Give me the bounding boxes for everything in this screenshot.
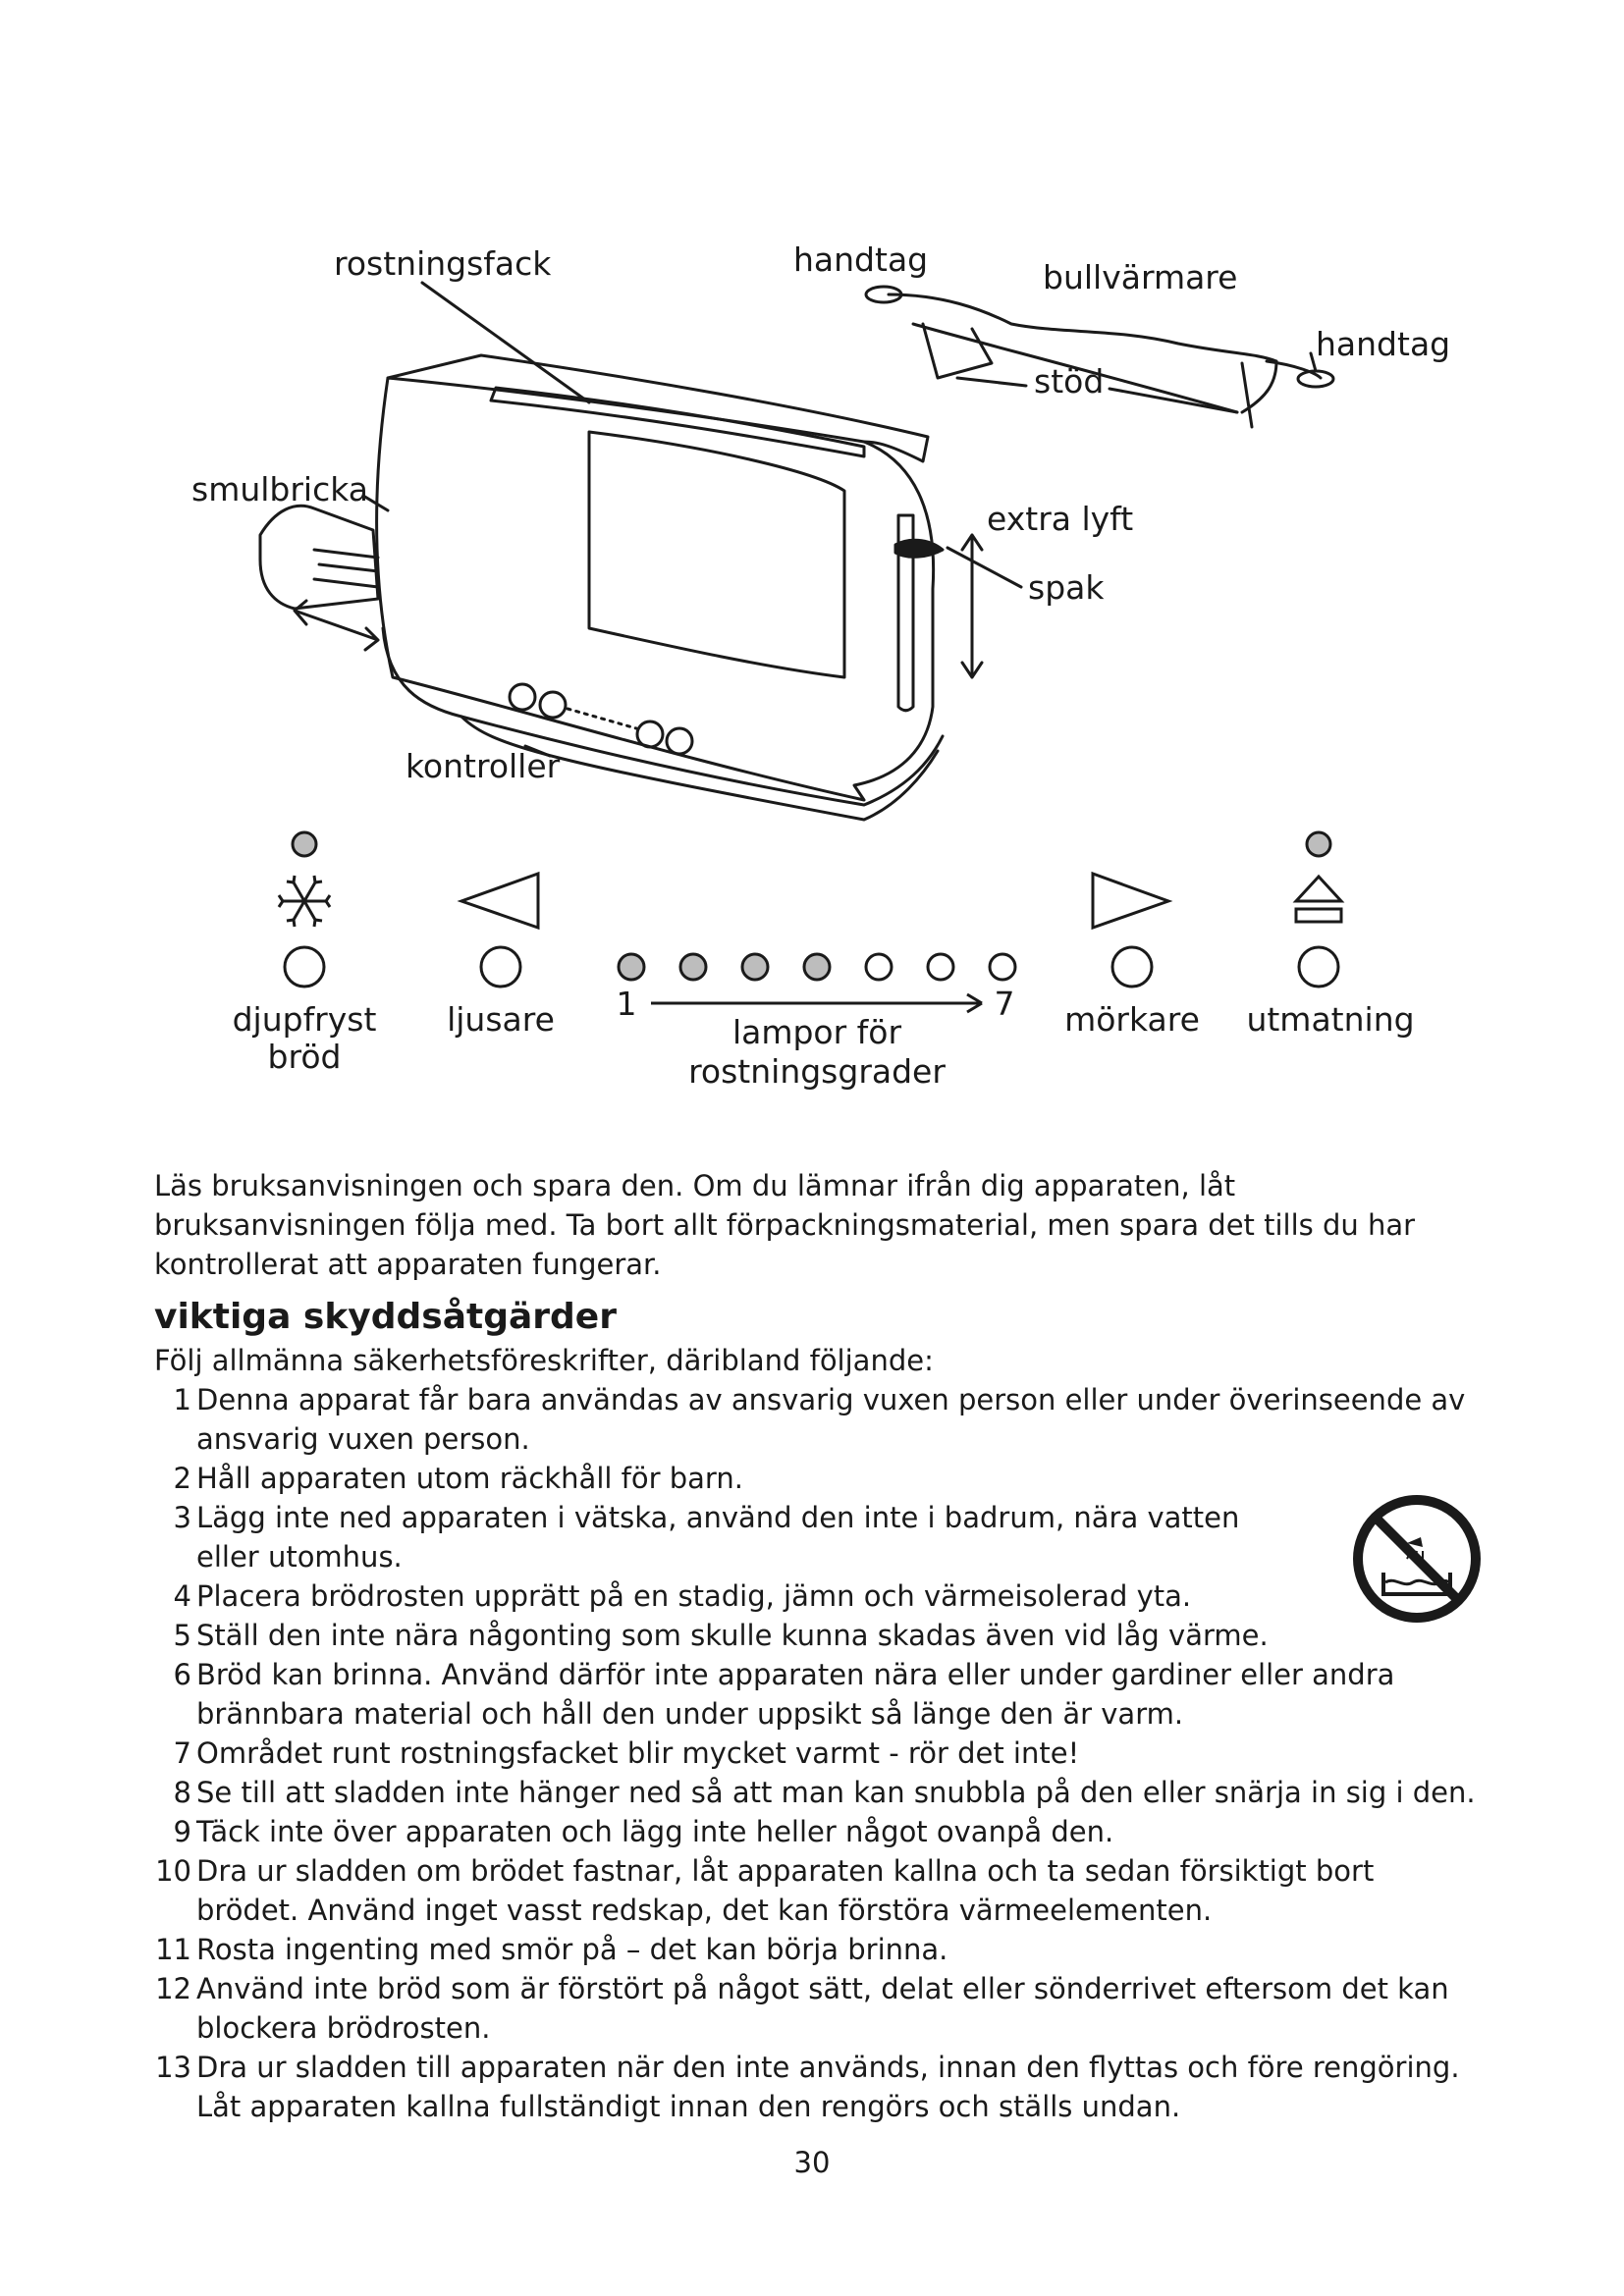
label-defrost: djupfryst: [232, 1000, 377, 1039]
darker-triangle-icon: [1093, 874, 1168, 928]
intro-paragraph: Läs bruksanvisningen och spara den. Om du lämnar ifrån dig apparaten, låt bruksanvisningen följa med. Ta bort allt förpackningsmaterial, men spara det tills du har kontrollerat att apparaten fungerar.: [154, 1169, 1416, 1281]
label-handle-left: handtag: [793, 240, 929, 279]
bun-warmer: [889, 294, 1276, 427]
safety-rules-list: [154, 1380, 1480, 2126]
no-water-warning-icon: [1350, 1492, 1484, 1626]
rule-number: 6: [173, 1658, 191, 1691]
rule-number: 8: [173, 1776, 191, 1809]
label-lever: spak: [1028, 568, 1105, 607]
label-extra-lift: extra lyft: [987, 500, 1134, 538]
rule-number: 4: [173, 1579, 191, 1613]
rule-text: Bröd kan brinna. Använd därför inte apparaten nära eller under gardiner eller andra brännbara material och håll den under uppsikt så länge den är varm.: [196, 1658, 1395, 1731]
label-handle-right: handtag: [1316, 325, 1451, 363]
label-scale-min: 1: [616, 985, 637, 1023]
toaster-illustration: [0, 0, 1624, 1129]
section-heading: viktiga skyddsåtgärder: [154, 1297, 617, 1337]
rule-text: Dra ur sladden till apparaten när den inte används, innan den flyttas och före rengöring. Låt apparaten kallna fullständigt innan den rengörs och ställs undan.: [196, 2051, 1460, 2123]
rule-number: 13: [155, 2051, 191, 2084]
label-lighter: ljusare: [447, 1000, 555, 1039]
browning-lamp: [742, 954, 768, 980]
lighter-triangle-icon: [461, 874, 538, 928]
safety-rule-item: [154, 1459, 1480, 1498]
label-eject: utmatning: [1246, 1000, 1415, 1039]
label-darker: mörkare: [1064, 1000, 1200, 1039]
browning-lamp: [990, 954, 1015, 980]
rule-number: 5: [173, 1619, 191, 1652]
rule-text: Se till att sladden inte hänger ned så att man kan snubbla på den eller snärja in sig i den.: [196, 1776, 1476, 1809]
eject-indicator: [1307, 832, 1330, 856]
rule-text: Använd inte bröd som är förstört på något sätt, delat eller sönderrivet eftersom det kan blockera brödrosten.: [196, 1972, 1449, 2045]
rule-number: 3: [173, 1501, 191, 1534]
page-number: 30: [793, 2146, 831, 2179]
lighter-button: [481, 947, 520, 987]
browning-lamp: [928, 954, 953, 980]
safety-rule-item: [154, 2048, 1480, 2126]
section-subtitle: Följ allmänna säkerhetsföreskrifter, däribland följande:: [154, 1344, 934, 1377]
label-support: stöd: [1034, 362, 1105, 400]
safety-rule-item: [154, 1812, 1480, 1851]
browning-lamp: [804, 954, 830, 980]
safety-rule-item: [154, 1969, 1480, 2048]
rule-number: 1: [173, 1383, 191, 1416]
rule-text: Placera brödrosten upprätt på en stadig, jämn och värmeisolerad yta.: [196, 1579, 1192, 1613]
eject-icon: [1296, 877, 1341, 901]
toaster-diagram: [0, 0, 1624, 1129]
defrost-indicator: [293, 832, 316, 856]
label-scale-max: 7: [994, 985, 1015, 1023]
lever: [895, 540, 943, 557]
label-lamps-2: rostningsgrader: [688, 1052, 946, 1091]
instructions-text: [154, 1166, 1480, 2126]
rule-number: 7: [173, 1736, 191, 1770]
crumb-tray: [260, 506, 378, 609]
defrost-button: [285, 947, 324, 987]
darker-button: [1112, 947, 1152, 987]
safety-rule-item: [154, 1734, 1480, 1773]
rule-text: Ställ den inte nära någonting som skulle kunna skadas även vid låg värme.: [196, 1619, 1269, 1652]
label-defrost-2: bröd: [267, 1038, 342, 1076]
safety-rule-item: [154, 1773, 1480, 1812]
snowflake-icon: [279, 876, 330, 927]
rule-number: 11: [155, 1933, 191, 1966]
rule-number: 9: [173, 1815, 191, 1848]
rule-text: Håll apparaten utom räckhåll för barn.: [196, 1462, 743, 1495]
toaster-window: [589, 432, 844, 677]
safety-rule-item: [154, 1576, 1480, 1616]
safety-rule-item: [154, 1380, 1480, 1459]
rule-text: Dra ur sladden om brödet fastnar, låt apparaten kallna och ta sedan försiktigt bort brödet. Använd inget vasst redskap, det kan förstöra värmeelementen.: [196, 1854, 1375, 1927]
browning-lamp: [680, 954, 706, 980]
safety-rule-item: [154, 1616, 1480, 1655]
rule-text: Rosta ingenting med smör på – det kan börja brinna.: [196, 1933, 948, 1966]
eject-button: [1299, 947, 1338, 987]
label-crumb-tray: smulbricka: [191, 470, 369, 508]
safety-rule-item: [154, 1655, 1480, 1734]
label-lamps: lampor för: [731, 1013, 902, 1051]
rule-number: 2: [173, 1462, 191, 1495]
scale-arrow: [651, 994, 982, 1012]
label-controls: kontroller: [406, 747, 561, 785]
rule-text: Området runt rostningsfacket blir mycket varmt - rör det inte!: [196, 1736, 1080, 1770]
browning-lamps: [619, 954, 1015, 980]
rule-number: 12: [155, 1972, 191, 2005]
safety-rule-item: [154, 1930, 1480, 1969]
rule-text: Lägg inte ned apparaten i vätska, använd den inte i badrum, nära vatten eller utomhus.: [196, 1501, 1240, 1574]
rule-number: 10: [155, 1854, 191, 1888]
browning-lamp: [866, 954, 892, 980]
safety-rule-item: [154, 1498, 1480, 1576]
rule-text: Täck inte över apparaten och lägg inte heller något ovanpå den.: [196, 1815, 1114, 1848]
rule-text: Denna apparat får bara användas av ansvarig vuxen person eller under överinseende av ansvarig vuxen person.: [196, 1383, 1466, 1456]
browning-lamp: [619, 954, 644, 980]
label-bun-warmer: bullvärmare: [1043, 258, 1238, 296]
label-toast-slot: rostningsfack: [334, 244, 552, 283]
safety-rule-item: [154, 1851, 1480, 1930]
